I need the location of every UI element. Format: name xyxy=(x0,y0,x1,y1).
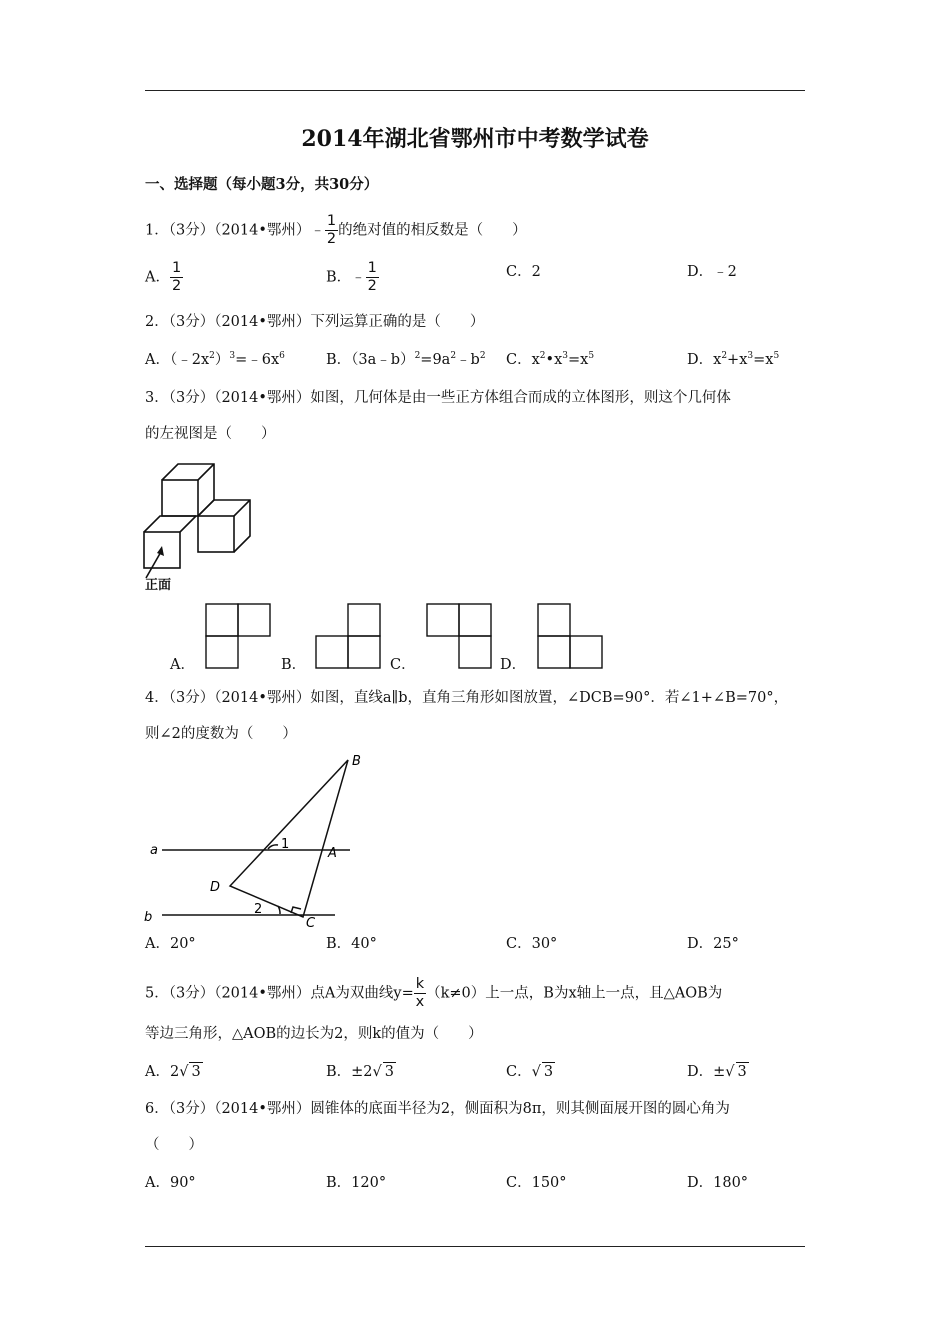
bottom-rule xyxy=(145,1246,805,1247)
q1-stem xyxy=(145,213,527,248)
page-title: 2014年湖北省鄂州市中考数学试卷 xyxy=(301,126,649,152)
label-B: B xyxy=(352,754,361,769)
q1-b-fraction: $\frac{1}{2}$ xyxy=(367,260,377,294)
q3-view-b xyxy=(315,603,381,669)
q3-view-a xyxy=(205,603,271,669)
q6-option-c: C．150° xyxy=(506,1175,567,1191)
q4-triangle-figure xyxy=(140,750,380,930)
q1-option-b: B．﹣ $\frac{1}{2}$ xyxy=(326,260,377,294)
label-A: A xyxy=(328,846,337,861)
q1-option-c: C．2 xyxy=(506,264,541,280)
q2-option-d: D．$x^2+x^3=x^5$ xyxy=(687,351,780,368)
q3-option-b: B． xyxy=(281,657,307,673)
q3-view-d xyxy=(537,603,603,669)
label-1: 1 xyxy=(281,837,290,852)
q2-option-a: A．$(﹣2x^2)^3=﹣6x^6$ xyxy=(145,351,285,368)
q5-option-d: D．±√ 3 xyxy=(687,1064,747,1080)
q1-suffix: 的绝对值的相反数是（ ） xyxy=(338,222,527,239)
q6-stem-line2: （ ） xyxy=(145,1137,203,1153)
q2-option-b: B．$(3a﹣b)^2=9a^2﹣b^2$ xyxy=(326,351,486,368)
q6-option-a: A．90° xyxy=(145,1175,196,1191)
q5-option-c: C．√ 3 xyxy=(506,1064,554,1080)
q1-minus: ﹣ xyxy=(310,222,325,239)
q3-view-c xyxy=(426,603,492,669)
q5-fraction: $\frac{k}{x}$ xyxy=(415,976,425,1010)
q1-fraction: $\frac{1}{2}$ xyxy=(326,213,337,247)
q6-option-b: B．120° xyxy=(326,1175,387,1191)
q5-stem-line2: 等边三角形，△AOB的边长为2，则k的值为（ ） xyxy=(145,1026,483,1042)
q3-option-a: A． xyxy=(170,657,195,673)
q5-option-b: B．±2√ 3 xyxy=(326,1064,395,1080)
label-2: 2 xyxy=(254,902,263,917)
label-a: a xyxy=(150,843,158,858)
q3-stem-line2: 的左视图是（ ） xyxy=(145,426,276,442)
top-rule xyxy=(145,90,805,91)
q4-stem-line1: 4．（3分）（2014•鄂州）如图，直线a∥b，直角三角形如图放置，∠DCB=90°．若∠1+∠B=70°， xyxy=(145,690,789,706)
q1-a-fraction: $\frac{1}{2}$ xyxy=(171,260,182,294)
q4-option-b: B．40° xyxy=(326,936,377,952)
q2-option-c: C．$x^2•x^3=x^5$ xyxy=(506,351,595,368)
q1-option-d: D．﹣2 xyxy=(687,264,737,280)
q6-stem-line1: 6．（3分）（2014•鄂州）圆锥体的底面半径为2，侧面积为8π，则其侧面展开图的圆心角为 xyxy=(145,1101,730,1117)
q4-option-d: D．25° xyxy=(687,936,739,952)
q4-stem-line2: 则∠2的度数为（ ） xyxy=(145,726,297,742)
q5-stem: 5．（3分）（2014•鄂州）点A为双曲线y= $\frac{k}{x}$ （k≠0）上一点，B为x轴上一点，且△AOB为 xyxy=(145,976,723,1010)
q4-option-a: A．20° xyxy=(145,936,196,952)
q2-stem: 2．（3分）（2014•鄂州）下列运算正确的是（ ） xyxy=(145,314,485,330)
q1-option-a: A． $\frac{1}{2}$ xyxy=(145,260,182,294)
label-D: D xyxy=(210,880,221,895)
q3-option-c: C． xyxy=(390,657,416,673)
q5-option-a: A．2√ 3 xyxy=(145,1064,201,1080)
section-heading: 一、选择题（每小题3分，共30分） xyxy=(145,176,379,193)
q6-option-d: D．180° xyxy=(687,1175,749,1191)
q3-stem-line1: 3．（3分）（2014•鄂州）如图，几何体是由一些正方体组合而成的立体图形，则这个几何体 xyxy=(145,390,731,406)
q1-prefix: 1．（3分）（2014•鄂州） xyxy=(145,222,311,239)
label-C: C xyxy=(306,916,316,931)
label-b: b xyxy=(144,910,153,925)
q3-option-d: D． xyxy=(500,657,527,673)
front-label: 正面 xyxy=(145,578,172,593)
q4-option-c: C．30° xyxy=(506,936,558,952)
